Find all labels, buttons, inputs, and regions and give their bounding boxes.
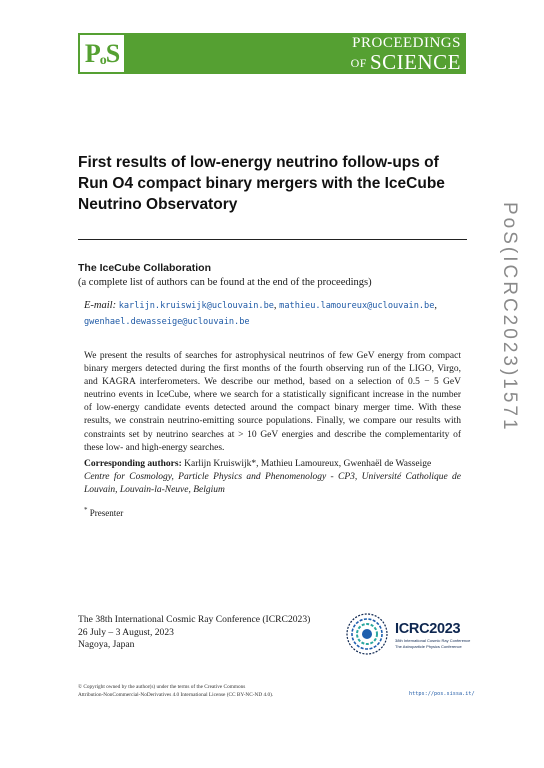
conference-location: Nagoya, Japan bbox=[78, 639, 135, 651]
pos-logo bbox=[78, 33, 466, 74]
collaboration-note: (a complete list of authors can be found at the end of the proceedings) bbox=[78, 277, 372, 288]
conference-dates: 26 July – 3 August, 2023 bbox=[78, 626, 174, 638]
paper-title: First results of low-energy neutrino follow-ups of Run O4 compact binary mergers with the IceCube Neutrino Observatory bbox=[78, 154, 445, 213]
email-block: E-mail: karlijn.kruiswijk@uclouvain.be, mathieu.lamoureux@uclouvain.be, gwenhael.dewasseige@uclouvain.be bbox=[84, 300, 438, 327]
corresponding-names: Karlijn Kruiswijk*, Mathieu Lamoureux, Gwenhaël de Wasseige bbox=[184, 459, 432, 469]
collaboration-name: The IceCube Collaboration bbox=[78, 262, 212, 274]
pos-logo-proceedings: PROCEEDINGS bbox=[352, 35, 461, 51]
pos-logo-mark: PoS bbox=[78, 33, 126, 74]
corresponding-authors bbox=[84, 458, 461, 497]
conference-info bbox=[78, 614, 310, 652]
pos-side-identifier: PoS(ICRC2023)1571 bbox=[499, 202, 520, 433]
conference-name: The 38th International Cosmic Ray Conference (ICRC2023) bbox=[78, 614, 311, 625]
icrc-logo-title: ICRC2023 bbox=[395, 621, 461, 637]
copyright-notice: © Copyright owned by the author(s) under the terms of the Creative Commons Attribution-NonCommercial-NoDerivatives 4.0 International License (CC BY-NC-ND 4.0). bbox=[78, 684, 274, 698]
email-label: E-mail: bbox=[84, 300, 117, 311]
pos-url-link[interactable]: https://pos.sissa.it/ bbox=[409, 691, 475, 697]
icrc-logo-subtitle-2: The Astroparticle Physics Conference bbox=[395, 644, 462, 649]
email-link-dewasseige[interactable]: gwenhael.dewasseige@uclouvain.be bbox=[84, 317, 250, 327]
abstract: We present the results of searches for astrophysical neutrinos of few GeV energy from compact binary mergers detected during the first months of the fourth observing run of the LIGO, Virgo, and KAGRA interferometers. We describe our method, based on a selection of 0.5 − 5 GeV neutrino events in IceCube, where we search for a statistically significant increase in the number of low-energy candidate events detected around the compact binary merger time. With these results, we constrain neutrino-emitting source populations. Finally, we compare our results with constraints set by neutrino searches at > 10 GeV energies and describe the complementarity of these low- and high-energy searches. bbox=[84, 351, 461, 453]
affiliation: Centre for Cosmology, Particle Physics and Phenomenology - CP3, Université Catholique de Louvain, Louvain-la-Neuve, Belgium bbox=[84, 472, 461, 496]
pos-logo-science: OF SCIENCE bbox=[350, 50, 461, 74]
email-link-kruiswijk[interactable]: karlijn.kruiswijk@uclouvain.be bbox=[118, 301, 274, 311]
presenter-note: * Presenter bbox=[84, 506, 124, 518]
title-divider bbox=[78, 239, 467, 240]
icrc-logo-subtitle-1: 38th International Cosmic Ray Conference bbox=[395, 638, 471, 643]
corresponding-label: Corresponding authors: bbox=[84, 459, 182, 469]
email-link-lamoureux[interactable]: mathieu.lamoureux@uclouvain.be bbox=[279, 301, 435, 311]
